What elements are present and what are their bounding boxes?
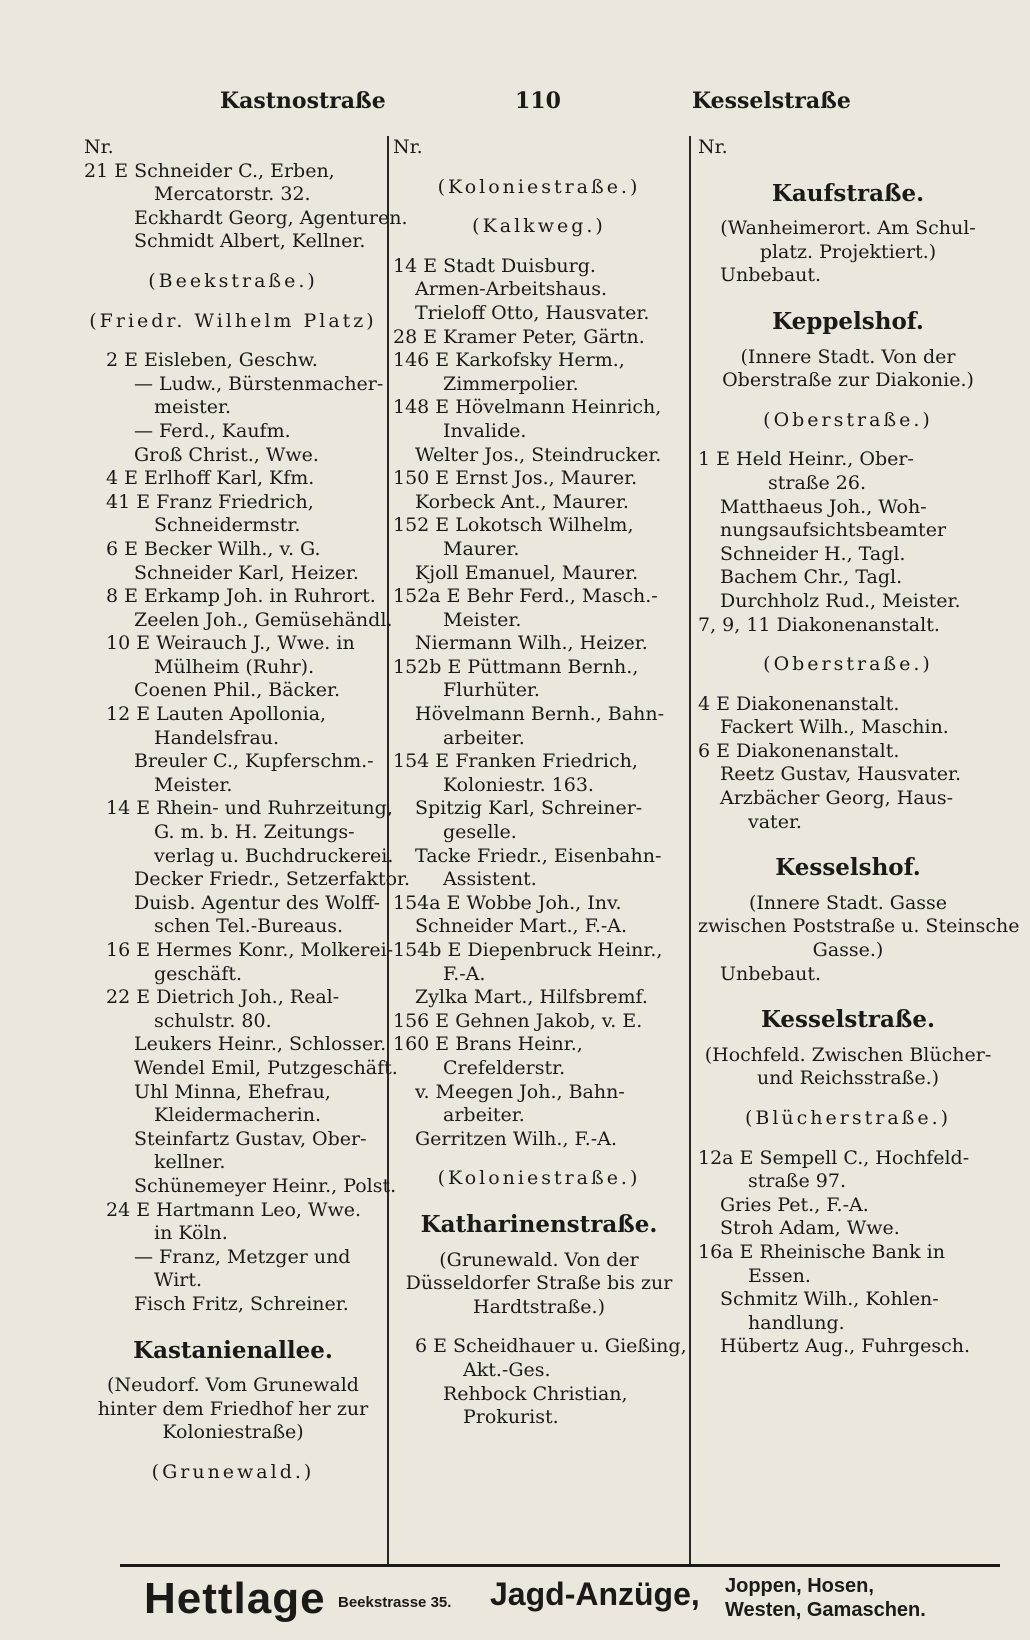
entry-line: Prokurist.: [463, 1406, 559, 1429]
entry-line: 12 E Lauten Apollonia,: [106, 703, 327, 726]
page-header: [0, 88, 1030, 124]
entry-line: Nr.: [698, 136, 728, 158]
entry-line: (Friedr. Wilhelm Platz): [89, 309, 377, 332]
entry-line: Rehbock Christian,: [443, 1382, 628, 1405]
entry-line: und Reichsstraße.): [756, 1067, 940, 1090]
entry-line: zwischen Poststraße u. Steinsche: [698, 915, 1020, 938]
entry-line: Nr.: [84, 136, 114, 158]
entry-line: Wendel Emil, Putzgeschäft.: [134, 1056, 398, 1079]
entry-line: Mülheim (Ruhr).: [154, 655, 315, 678]
spacer: [698, 432, 998, 448]
entry-line: v. Meegen Joh., Bahn-: [415, 1080, 625, 1103]
entry-line: Maurer.: [443, 537, 520, 560]
column-right: [698, 136, 1020, 1359]
entry-line: verlag u. Buchdruckerei.: [154, 844, 394, 867]
entry-line: (Grunewald.): [151, 1460, 315, 1483]
entry-line: Leukers Heinr., Schlosser.: [134, 1033, 387, 1056]
entry-line: Kleidermacherin.: [154, 1104, 321, 1127]
entry-line: (Hochfeld. Zwischen Blücher-: [704, 1043, 992, 1066]
entry-line: Trieloff Otto, Hausvater.: [415, 301, 650, 324]
entry-line: schulstr. 80.: [154, 1009, 272, 1032]
entry-line: Invalide.: [443, 419, 527, 442]
entry-line: 6 E Diakonenanstalt.: [698, 739, 900, 762]
entry-line: Gerritzen Wilh., F.-A.: [415, 1127, 617, 1150]
entry-line: 21 E Schneider C., Erben,: [84, 159, 335, 182]
entry-line: Schneidermstr.: [154, 514, 301, 537]
entry-line: Breuler C., Kupferschm.-: [134, 750, 374, 773]
entry-line: 16 E Hermes Konr., Molkerei-: [106, 939, 394, 961]
street-heading: Katharinenstraße.: [420, 1210, 658, 1238]
entry-line: 10 E Weirauch J., Wwe. in: [106, 632, 355, 655]
entry-line: (Innere Stadt. Von der: [740, 345, 956, 368]
entry-line: 150 E Ernst Jos., Maurer.: [393, 467, 638, 490]
page-number: 110: [515, 88, 561, 114]
entry-line: Welter Jos., Steindrucker.: [415, 443, 662, 466]
entry-line: 4 E Erlhoff Karl, Kfm.: [106, 467, 315, 490]
entry-line: 156 E Gehnen Jakob, v. E.: [393, 1009, 643, 1032]
entry-line: nungsaufsichtsbeamter: [720, 519, 947, 542]
entry-line: Koloniestraße): [162, 1421, 304, 1444]
entry-line: Wirt.: [154, 1269, 203, 1292]
entry-line: Zeelen Joh., Gemüsehändl.: [134, 608, 393, 631]
ad-slogan: Jagd-Anzüge,: [490, 1576, 700, 1612]
entry-line: G. m. b. H. Zeitungs-: [154, 821, 355, 844]
entry-line: Duisb. Agentur des Wolff-: [134, 891, 381, 914]
spacer: [393, 1319, 685, 1335]
entry-line: Oberstraße zur Diakonie.): [722, 369, 974, 392]
spacer: [84, 294, 382, 310]
entry-line: 152b E Püttmann Bernh.,: [393, 655, 639, 678]
entry-line: Hövelmann Bernh., Bahn-: [415, 703, 664, 726]
entry-line: Groß Christ., Wwe.: [134, 443, 319, 466]
entry-line: geselle.: [443, 821, 517, 844]
entry-line: 7, 9, 11 Diakonenanstalt.: [698, 613, 940, 636]
entry-line: Fackert Wilh., Maschin.: [720, 716, 949, 739]
entry-line: Zylka Mart., Hilfsbremf.: [415, 986, 648, 1009]
entry-line: Korbeck Ant., Maurer.: [415, 490, 629, 513]
entry-line: 4 E Diakonenanstalt.: [698, 692, 900, 715]
entry-line: arbeiter.: [443, 1104, 525, 1127]
entry-line: (Koloniestraße.): [437, 175, 641, 198]
entry-line: Meister.: [154, 773, 233, 796]
spacer: [698, 393, 998, 409]
spacer: [698, 677, 998, 693]
street-heading: Keppelshof.: [772, 307, 924, 335]
spacer: [393, 1151, 685, 1167]
entry-line: Schünemeyer Heinr., Polst.: [134, 1174, 397, 1197]
entry-line: (Kalkweg.): [472, 215, 606, 238]
street-heading: Kaufstraße.: [771, 179, 925, 207]
entry-line: Stroh Adam, Wwe.: [720, 1217, 900, 1240]
entry-line: Eckhardt Georg, Agenturen.: [134, 206, 408, 229]
entry-line: Tacke Friedr., Eisenbahn-: [415, 844, 662, 867]
entry-line: hinter dem Friedhof her zur: [97, 1397, 369, 1420]
entry-line: Mercatorstr. 32.: [154, 183, 311, 206]
entry-line: 28 E Kramer Peter, Gärtn.: [393, 325, 645, 348]
entry-line: Zimmerpolier.: [443, 372, 579, 395]
advertisement: [120, 1568, 1000, 1634]
entry-line: 6 E Scheidhauer u. Gießing,: [415, 1335, 687, 1358]
spacer: [84, 1445, 382, 1461]
entry-line: (Blücherstraße.): [744, 1107, 952, 1129]
entry-line: 12a E Sempell C., Hochfeld-: [698, 1146, 970, 1169]
entry-line: 24 E Hartmann Leo, Wwe.: [106, 1198, 362, 1221]
entry-line: Durchholz Rud., Meister.: [720, 589, 961, 612]
entry-line: (Beekstraße.): [148, 269, 318, 292]
entry-line: Unbebaut.: [720, 264, 822, 287]
entry-line: F.-A.: [443, 962, 486, 985]
entry-line: (Oberstraße.): [763, 408, 933, 431]
entry-line: Kjoll Emanuel, Maurer.: [415, 561, 639, 584]
entry-line: Niermann Wilh., Heizer.: [415, 632, 648, 655]
entry-line: (Oberstraße.): [763, 653, 933, 676]
spacer: [698, 1131, 998, 1147]
entry-line: 2 E Eisleben, Geschw.: [106, 349, 318, 372]
entry-line: Schneider H., Tagl.: [720, 542, 906, 565]
spacer: [393, 239, 685, 255]
entry-line: Fisch Fritz, Schreiner.: [134, 1292, 349, 1315]
entry-line: Hardtstraße.): [473, 1295, 605, 1318]
entry-line: Hübertz Aug., Fuhrgesch.: [720, 1335, 971, 1358]
entry-line: Coenen Phil., Bäcker.: [134, 679, 340, 702]
entry-line: in Köln.: [154, 1222, 228, 1245]
entry-line: Gasse.): [812, 939, 884, 962]
entry-line: (Innere Stadt. Gasse: [748, 891, 948, 914]
ad-address: Beekstrasse 35.: [338, 1594, 452, 1611]
entry-line: Matthaeus Joh., Woh-: [720, 495, 927, 518]
entry-line: 152a E Behr Ferd., Masch.-: [393, 585, 658, 608]
entry-line: 41 E Franz Friedrich,: [106, 490, 314, 513]
entry-line: (Wanheimerort. Am Schul-: [720, 217, 976, 240]
entry-line: Schmidt Albert, Kellner.: [134, 230, 366, 253]
running-head-left: Kastnostraße: [220, 88, 386, 114]
entry-line: Gries Pet., F.-A.: [720, 1193, 869, 1216]
entry-line: Steinfartz Gustav, Ober-: [134, 1127, 367, 1150]
entry-line: Nr.: [393, 136, 423, 158]
entry-line: Düsseldorfer Straße bis zur: [405, 1272, 673, 1295]
entry-line: 8 E Erkamp Joh. in Ruhrort.: [106, 585, 376, 608]
spacer: [393, 160, 685, 176]
entry-line: platz. Projektiert.): [759, 240, 937, 263]
entry-line: Crefelderstr.: [443, 1056, 566, 1079]
entry-line: meister.: [154, 396, 232, 419]
entry-line: Koloniestr. 163.: [443, 773, 594, 796]
entry-line: 148 E Hövelmann Heinrich,: [393, 396, 662, 419]
entry-line: straße 26.: [768, 471, 866, 494]
entry-line: Uhl Minna, Ehefrau,: [134, 1080, 331, 1103]
entry-line: Akt.-Ges.: [463, 1358, 551, 1381]
ad-items: [725, 1574, 926, 1622]
entry-line: 160 E Brans Heinr.,: [393, 1033, 583, 1056]
entry-line: (Grunewald. Von der: [439, 1248, 639, 1271]
entry-line: handlung.: [748, 1311, 845, 1334]
entry-line: Meister.: [443, 608, 522, 631]
entry-line: Unbebaut.: [720, 962, 822, 985]
entry-line: Bachem Chr., Tagl.: [720, 566, 903, 589]
entry-line: 154b E Diepenbruck Heinr.,: [393, 939, 663, 961]
spacer: [698, 637, 998, 653]
entry-line: 16a E Rheinische Bank in: [698, 1240, 945, 1263]
entry-line: (Neudorf. Vom Grunewald: [107, 1374, 359, 1397]
spacer: [698, 1091, 998, 1107]
entry-line: — Ferd., Kaufm.: [134, 419, 291, 442]
spacer: [84, 333, 382, 349]
entry-line: — Ludw., Bürstenmacher-: [134, 372, 384, 395]
entry-line: 1 E Held Heinr., Ober-: [698, 448, 914, 471]
entry-line: Decker Friedr., Setzerfaktor.: [134, 868, 411, 891]
entry-line: (Koloniestraße.): [437, 1167, 641, 1190]
entry-line: schen Tel.-Bureaus.: [154, 915, 344, 938]
ad-brand: Hettlage: [144, 1574, 326, 1623]
entry-line: straße 97.: [748, 1170, 846, 1193]
entry-line: 154 E Franken Friedrich,: [393, 750, 638, 773]
entry-line: 6 E Becker Wilh., v. G.: [106, 537, 321, 560]
entry-line: vater.: [748, 810, 802, 833]
entry-line: Spitzig Karl, Schreiner-: [415, 797, 643, 820]
entry-line: Schneider Mart., F.-A.: [415, 915, 628, 938]
street-heading: Kastanienallee.: [133, 1336, 333, 1364]
entry-line: — Franz, Metzger und: [134, 1245, 351, 1268]
entry-line: Flurhüter.: [443, 679, 540, 702]
entry-line: 22 E Dietrich Joh., Real-: [106, 986, 340, 1009]
entry-line: Armen-Arbeitshaus.: [415, 278, 607, 301]
entry-line: Essen.: [748, 1264, 811, 1287]
spacer: [84, 254, 382, 270]
spacer: [393, 199, 685, 215]
entry-line: kellner.: [154, 1151, 226, 1174]
entry-line: 14 E Stadt Duisburg.: [393, 254, 596, 277]
entry-line: Assistent.: [443, 868, 537, 891]
entry-line: Handelsfrau.: [154, 726, 280, 749]
column-divider: [689, 136, 691, 1564]
footer-rule: [120, 1564, 1000, 1567]
entry-line: 14 E Rhein- und Ruhrzeitung,: [106, 797, 393, 820]
entry-line: geschäft.: [154, 962, 243, 985]
entry-line: Arzbächer Georg, Haus-: [720, 787, 954, 810]
column-middle: [393, 136, 685, 1430]
running-head-right: Kesselstraße: [692, 88, 851, 114]
entry-line: Reetz Gustav, Hausvater.: [720, 763, 962, 786]
entry-line: 154a E Wobbe Joh., Inv.: [393, 891, 622, 914]
entry-line: 146 E Karkofsky Herm.,: [393, 349, 625, 372]
street-heading: Kesselshof.: [775, 854, 921, 882]
entry-line: 152 E Lokotsch Wilhelm,: [393, 514, 634, 537]
entry-line: arbeiter.: [443, 726, 525, 749]
entry-line: Schmitz Wilh., Kohlen-: [720, 1288, 939, 1311]
street-heading: Kesselstraße.: [760, 1006, 936, 1034]
ad-items-line: Joppen, Hosen,: [725, 1575, 874, 1597]
column-left: [84, 136, 411, 1484]
ad-items-line: Westen, Gamaschen.: [725, 1599, 926, 1621]
entry-line: Schneider Karl, Heizer.: [134, 561, 359, 584]
